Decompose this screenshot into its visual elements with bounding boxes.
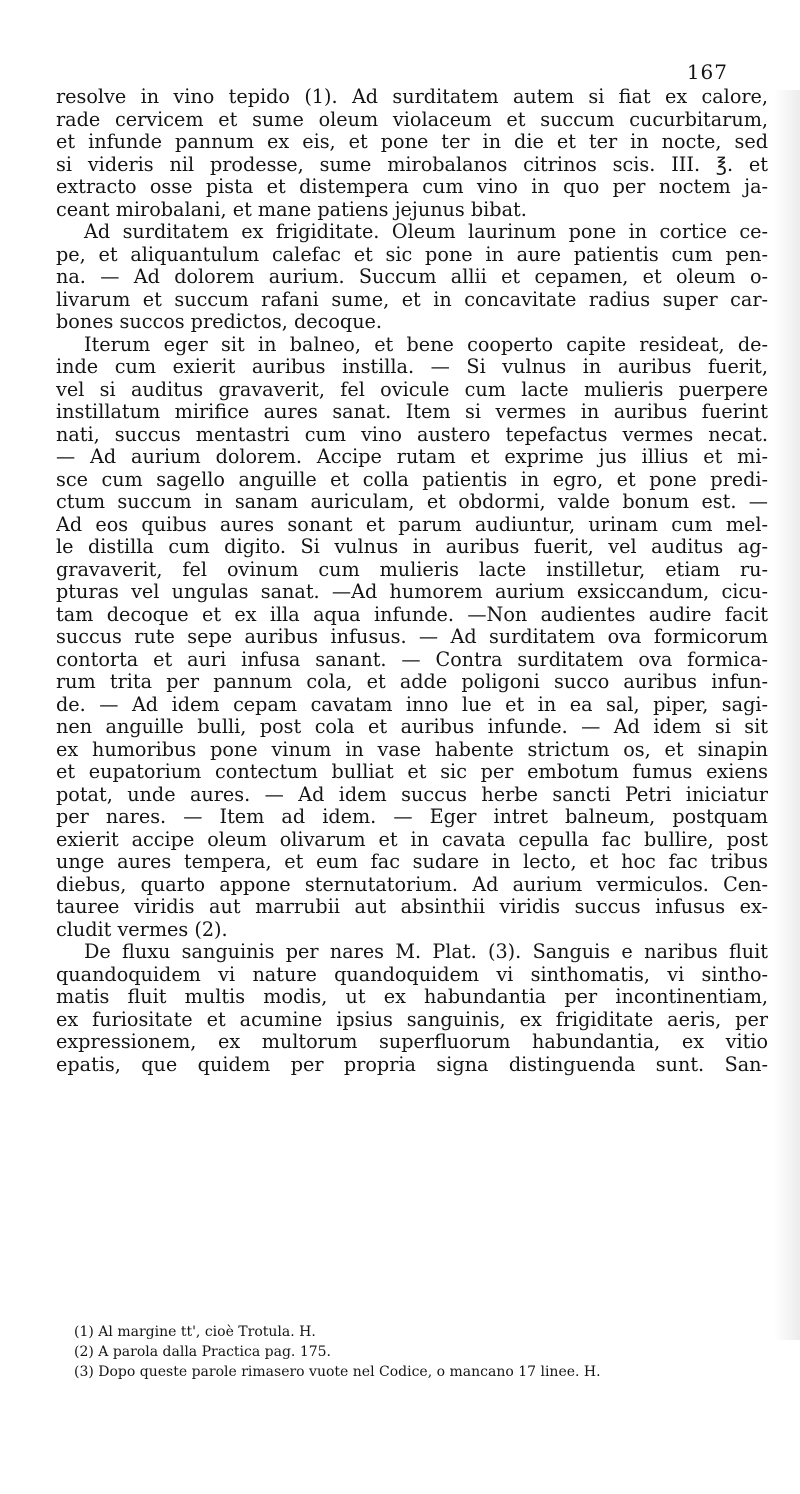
page-number: 167 [686,60,728,84]
text-line: sce cum sagello anguille et colla patientis in egro, et pone predi- [56,468,768,491]
text-line: quandoquidem vi nature quandoquidem vi sinthomatis, vi sintho- [56,963,768,986]
footnote: (3) Dopo queste parole rimasero vuote nel Codice, o mancano 17 linee. H. [74,1364,601,1380]
text-line: exierit accipe oleum olivarum et in cavata cepulla fac bullire, post [56,828,768,851]
text-line: cludit vermes (2). [56,918,228,941]
text-line: tam decoque et ex illa aqua infunde. —Non audientes audire facit [56,603,768,626]
text-line: resolve in vino tepido (1). Ad surditatem autem si fiat ex calore, [56,86,768,108]
text-line: vel si auditus gravaverit, fel ovicule cum lacte mulieris puerpere [56,378,768,401]
text-line: ctum succum in sanam auriculam, et obdormi, valde bonum est. — [56,491,768,513]
footnotes [74,1322,764,1382]
text-line: Ad eos quibus aures sonant et parum audiuntur, urinam cum mel- [56,513,768,536]
text-line: bones succos predictos, decoque. [56,311,383,333]
text-line: rade cervicem et sume oleum violaceum et succum cucurbitarum, [56,108,768,131]
text-line: — Ad aurium dolorem. Accipe rutam et exprime jus illius et mi- [56,446,768,468]
text-line: pe, et aliquantulum calefac et sic pone in aure patientis cum pen- [56,243,768,266]
text-line: expressionem, ex multorum superfluorum habundantia, ex vitio [56,1031,768,1053]
text-line: et infunde pannum ex eis, et pone ter in die et ter in nocte, sed [56,131,768,153]
text-line: ex furiositate et acumine ipsius sanguinis, ex frigiditate aeris, per [56,1008,768,1031]
text-line: na. — Ad dolorem aurium. Succum allii et cepamen, et oleum o- [56,266,768,288]
text-line: potat, unde aures. — Ad idem succus herbe sancti Petri iniciatur [56,783,768,806]
text-line: instillatum mirifice aures sanat. Item si vermes in auribus fuerint [56,401,768,423]
text-line: rum trita per pannum cola, et adde poligoni succo auribus infun- [56,671,768,693]
text-line: Iterum eger sit in balneo, et bene cooperto capite resideat, de- [84,333,768,356]
footnote: (1) Al margine tt', cioè Trotula. H. [74,1324,316,1340]
footnote: (2) A parola dalla Practica pag. 175. [74,1344,331,1360]
text-line: le distilla cum digito. Si vulnus in auribus fuerit, vel auditus ag- [56,536,768,558]
text-line: unge aures tempera, et eum fac sudare in lecto, et hoc fac tribus [56,851,768,873]
text-line: gravaverit, fel ovinum cum mulieris lacte instilletur, etiam ru- [56,558,768,581]
page-edge-shadow [774,90,800,1340]
text-line: extracto osse pista et distempera cum vino in quo per noctem ja- [56,176,768,198]
text-line: per nares. — Item ad idem. — Eger intret balneum, postquam [56,806,768,828]
text-line: Ad surditatem ex frigiditate. Oleum laurinum pone in cortice ce- [84,221,768,243]
text-line: contorta et auri infusa sanant. — Contra surditatem ova formica- [56,648,768,671]
text-line: matis fluit multis modis, ut ex habundantia per incontinentiam, [56,986,768,1008]
text-line: si videris nil prodesse, sume mirobalanos citrinos scis. III. ℥. et [56,153,768,176]
text-line: ceant mirobalani, et mane patiens jejunus bibat. [56,198,527,221]
text-line: epatis, que quidem per propria signa distinguenda sunt. San- [56,1053,768,1076]
text-line: inde cum exierit auribus instilla. — Si vulnus in auribus fuerit, [56,356,768,378]
text-line: diebus, quarto appone sternutatorium. Ad aurium vermiculos. Cen- [56,873,768,896]
text-line: ex humoribus pone vinum in vase habente strictum os, et sinapin [56,738,768,761]
text-line: pturas vel ungulas sanat. —Ad humorem aurium exsiccandum, cicu- [56,581,768,603]
text-line: de. — Ad idem cepam cavatam inno lue et in ea sal, piper, sagi- [56,693,768,716]
text-line: nen anguille bulli, post cola et auribus infunde. — Ad idem si sit [56,716,768,738]
main-text-block [56,86,768,1076]
text-line: succus rute sepe auribus infusus. — Ad surditatem ova formicorum [56,626,768,648]
text-line: livarum et succum rafani sume, et in concavitate radius super car- [56,288,768,311]
text-line: De fluxu sanguinis per nares M. Plat. (3). Sanguis e naribus fluit [84,941,768,963]
text-line: et eupatorium contectum bulliat et sic per embotum fumus exiens [56,761,768,783]
text-line: tauree viridis aut marrubii aut absinthii viridis succus infusus ex- [56,896,768,918]
text-line: nati, succus mentastri cum vino austero tepefactus vermes necat. [56,423,768,446]
